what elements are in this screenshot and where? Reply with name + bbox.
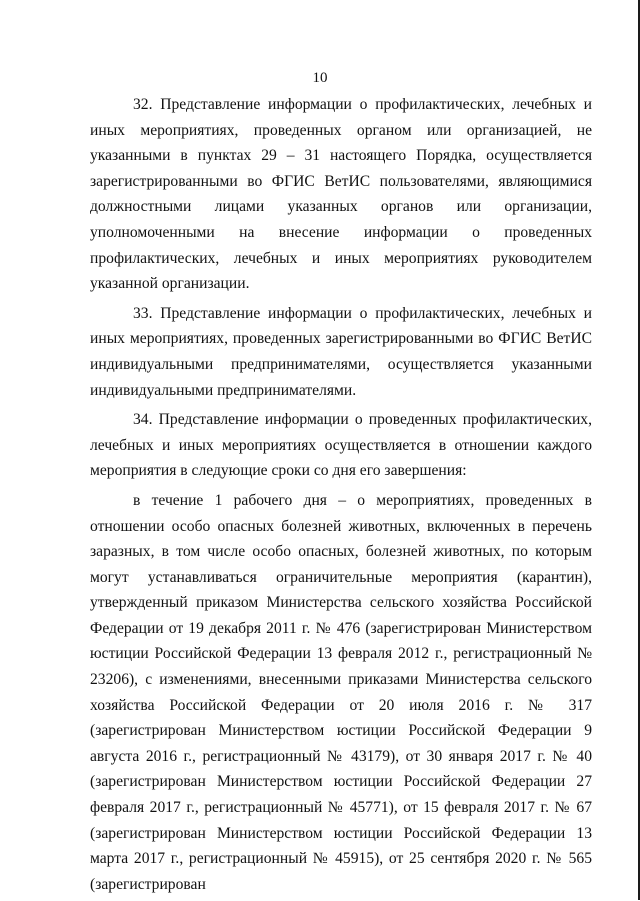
- paragraph-33: 33. Представление информации о профилактических, лечебных и иных мероприятиях, проведенных зарегистрированными во ФГИС ВетИС индивидуальными предпринимателями, осуществляется указанными индивидуальными предпринимателями.: [90, 304, 592, 399]
- paragraph-34-deadline: в течение 1 рабочего дня – о мероприятиях, проведенных в отношении особо опасных болезней животных, включенных в перечень заразных, в том числе особо опасных, болезней животных, по которым могут устанавливаться ограничительные мероприятия (карантин), утвержденный приказом Министерства сельского хозяйства Российской Федерации от 19 декабря 2011 г. № 476 (зарегистрирован Министерством юстиции Российской Федерации 13 февраля 2012 г., регистрационный № 23206), с изменениями, внесенными приказами Министерства сельского хозяйства Российской Федерации от 20 июля 2016 г. № 317 (зарегистрирован Министерством юстиции Российской Федерации 9 августа 2016 г., регистрационный № 43179), от 30 января 2017 г. № 40 (зарегистрирован Министерством юстиции Российской Федерации 27 февраля 2017 г., регистрационный № 45771), от 15 февраля 2017 г. № 67 (зарегистрирован Министерством юстиции Российской Федерации 13 марта 2017 г., регистрационный № 45915), от 25 сентября 2020 г. № 565 (зарегистрирован: [90, 491, 592, 893]
- document-body: [90, 92, 592, 901]
- page-number: 10: [312, 70, 328, 86]
- paragraph-32: 32. Представление информации о профилактических, лечебных и иных мероприятиях, проведенных органом или организацией, не указанными в пунктах 29 – 31 настоящего Порядка, осуществляется зарегистрированными во ФГИС ВетИС пользователями, являющимися должностными лицами указанных органов или организации, уполномоченными на внесение информации о проведенных профилактических, лечебных и иных мероприятиях руководителем указанной организации.: [90, 96, 592, 293]
- paragraph-34: 34. Представление информации о проведенных профилактических, лечебных и иных мероприятиях осуществляется в отношении каждого мероприятия в следующие сроки со дня его завершения:: [90, 411, 592, 480]
